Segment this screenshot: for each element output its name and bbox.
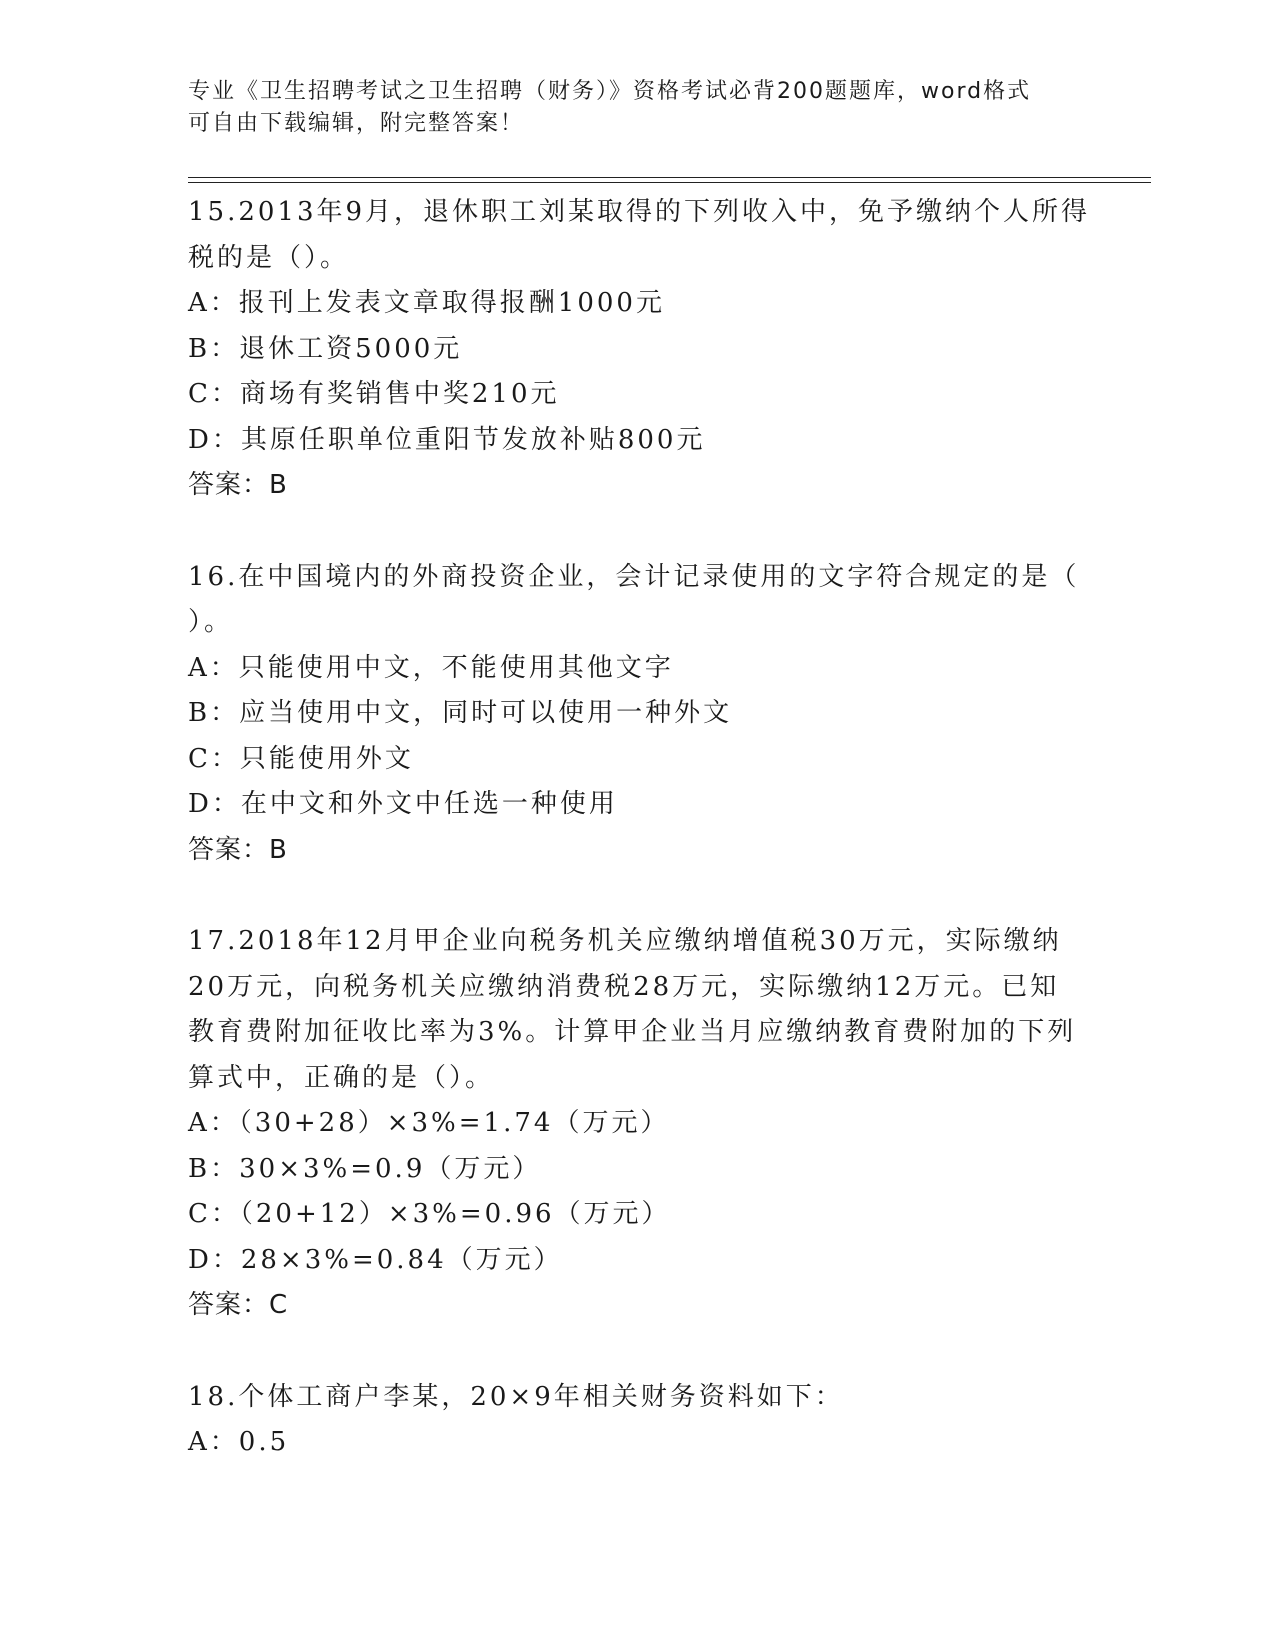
spacer bbox=[188, 509, 1088, 555]
option-a: A：（30+28）×3%=1.74（万元） bbox=[188, 1108, 670, 1138]
option-c: C：（20+12）×3%=0.96（万元） bbox=[188, 1199, 671, 1229]
question-text: 15.2013年9月，退休职工刘某取得的下列收入中，免予缴纳个人所得 bbox=[188, 197, 1091, 227]
answer: 答案：B bbox=[188, 834, 288, 865]
question-list bbox=[188, 190, 1091, 1466]
question-15 bbox=[188, 190, 1091, 509]
option-b: B：退休工资5000元 bbox=[188, 333, 463, 364]
option-b: B：应当使用中文，同时可以使用一种外文 bbox=[188, 698, 733, 728]
option-b: B：30×3%=0.9（万元） bbox=[188, 1153, 542, 1184]
question-17 bbox=[188, 919, 1088, 1329]
option-d: D：在中文和外文中任选一种使用 bbox=[188, 789, 618, 819]
header-line: 专业《卫生招聘考试之卫生招聘（财务）》资格考试必背200题题库，word格式 bbox=[188, 79, 1032, 104]
question-text: 算式中，正确的是（）。 bbox=[188, 1062, 495, 1093]
spacer bbox=[188, 873, 1088, 919]
option-c: C：只能使用外文 bbox=[188, 743, 414, 774]
page-header bbox=[188, 76, 1078, 140]
question-text: 16.在中国境内的外商投资企业，会计记录使用的文字符合规定的是（ bbox=[188, 561, 1080, 592]
question-text: 税的是（）。 bbox=[188, 242, 350, 273]
answer: 答案：C bbox=[188, 1290, 289, 1320]
header-line: 可自由下载编辑，附完整答案！ bbox=[188, 111, 525, 136]
question-text: 18.个体工商户李某，20×9年相关财务资料如下： bbox=[188, 1381, 844, 1412]
question-16 bbox=[188, 555, 1088, 874]
question-text: ）。 bbox=[188, 607, 234, 637]
header-divider-top bbox=[188, 177, 1151, 178]
spacer bbox=[188, 1329, 1088, 1375]
question-text: 教育费附加征收比率为3%。计算甲企业当月应缴纳教育费附加的下列 bbox=[188, 1017, 1077, 1047]
question-text: 17.2018年12月甲企业向税务机关应缴纳增值税30万元，实际缴纳 bbox=[188, 926, 1062, 956]
option-c: C：商场有奖销售中奖210元 bbox=[188, 379, 560, 409]
answer: 答案：B bbox=[188, 470, 288, 500]
option-a: A：0.5 bbox=[188, 1427, 290, 1457]
option-a: A：报刊上发表文章取得报酬1000元 bbox=[188, 288, 665, 318]
question-18 bbox=[188, 1375, 1088, 1466]
option-d: D：28×3%=0.84（万元） bbox=[188, 1244, 563, 1275]
option-a: A：只能使用中文，不能使用其他文字 bbox=[188, 652, 674, 683]
option-d: D：其原任职单位重阳节发放补贴800元 bbox=[188, 424, 706, 455]
header-divider-bottom bbox=[188, 182, 1151, 183]
question-text: 20万元，向税务机关应缴纳消费税28万元，实际缴纳12万元。已知 bbox=[188, 971, 1060, 1002]
